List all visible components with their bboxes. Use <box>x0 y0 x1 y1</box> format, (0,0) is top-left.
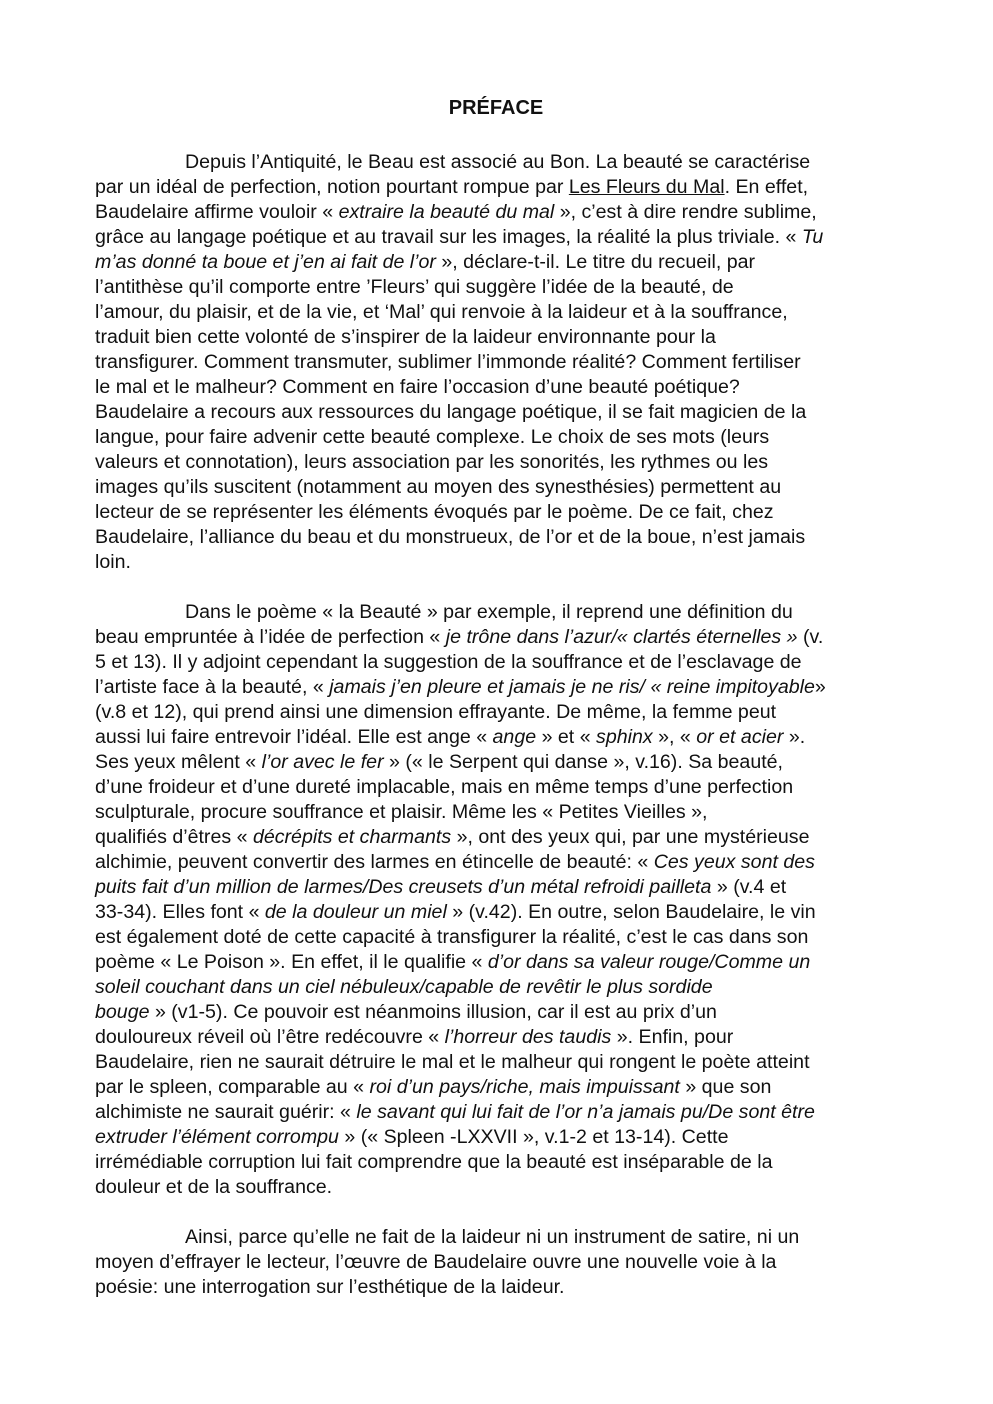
quotation-italic: d’or dans sa valeur rouge/Comme un <box>487 951 811 973</box>
quotation-italic: ange <box>492 726 537 748</box>
quotation-italic: de la douleur un miel <box>264 901 447 923</box>
quotation-italic: l’horreur des taudis <box>444 1026 612 1048</box>
text-segment: » <box>814 676 826 698</box>
text-segment: moyen d’effrayer le lecteur, l’œuvre de Baudelaire ouvre une nouvelle voie à la <box>95 1251 777 1273</box>
text-line <box>95 300 895 325</box>
quotation-italic: jamais j’en pleure et jamais je ne ris/ « reine impitoyable <box>329 676 815 698</box>
text-line <box>95 325 895 350</box>
text-segment: d’une froideur et d’une dureté implacable, mais en même temps d’une perfection <box>95 776 794 798</box>
text-line <box>95 1225 895 1250</box>
text-segment: traduit bien cette volonté de s’inspirer de la laideur environnante pour la <box>95 326 716 348</box>
text-line <box>95 450 895 475</box>
quotation-italic: or et acier <box>696 726 784 748</box>
text-segment: Ainsi, parce qu’elle ne fait de la laideur ni un instrument de satire, ni un <box>185 1226 800 1248</box>
text-line <box>95 1250 895 1275</box>
text-segment: » (v.4 et <box>711 876 787 898</box>
text-line <box>95 875 895 900</box>
text-segment: Baudelaire affirme vouloir « <box>95 201 339 223</box>
text-segment: irrémédiable corruption lui fait comprendre que la beauté est inséparable de la <box>95 1151 773 1173</box>
text-line <box>95 1125 895 1150</box>
text-segment: poème « Le Poison ». En effet, il le qualifie « <box>95 951 488 973</box>
text-segment: images qu’ils suscitent (notamment au moyen des synesthésies) permettent au <box>95 476 782 498</box>
text-segment: douloureux réveil où l’être redécouvre « <box>95 1026 445 1048</box>
text-line <box>95 750 895 775</box>
text-segment: Baudelaire, rien ne saurait détruire le mal et le malheur qui rongent le poète atteint <box>95 1051 810 1073</box>
text-line <box>95 475 895 500</box>
text-segment: » que son <box>679 1076 772 1098</box>
text-segment: ». <box>783 726 806 748</box>
text-line <box>95 1050 895 1075</box>
document-page <box>95 96 895 1300</box>
text-segment: poésie: une interrogation sur l’esthétique de la laideur. <box>95 1276 565 1298</box>
text-line <box>95 825 895 850</box>
quotation-italic: le savant qui lui fait de l’or n’a jamais pu/De sont être <box>356 1101 815 1123</box>
text-line <box>95 650 895 675</box>
text-line <box>95 675 895 700</box>
text-line <box>95 975 895 1000</box>
text-segment: », déclare-t-il. Le titre du recueil, par <box>435 251 756 273</box>
text-line <box>95 550 895 575</box>
text-line <box>95 1000 895 1025</box>
text-line <box>95 850 895 875</box>
text-segment: Dans le poème « la Beauté » par exemple, il reprend une définition du <box>185 601 793 623</box>
text-line <box>95 1100 895 1125</box>
text-segment: est également doté de cette capacité à transfigurer la réalité, c’est le cas dans son <box>95 926 809 948</box>
text-segment: » (v1-5). Ce pouvoir est néanmoins illusion, car il est au prix d’un <box>149 1001 717 1023</box>
text-line <box>95 925 895 950</box>
text-segment: valeurs et connotation), leurs association par les sonorités, les rythmes ou les <box>95 451 769 473</box>
text-line <box>95 1175 895 1200</box>
text-segment: qualifiés d’êtres « <box>95 826 253 848</box>
text-segment: . En effet, <box>724 176 809 198</box>
text-segment: Baudelaire, l’alliance du beau et du monstrueux, de l’or et de la boue, n’est jamais <box>95 526 806 548</box>
text-segment: (v.8 et 12), qui prend ainsi une dimension effrayante. De même, la femme peut <box>95 701 777 723</box>
text-line <box>95 600 895 625</box>
quotation-italic: extruder l’élément corrompu <box>95 1126 339 1148</box>
text-line <box>95 175 895 200</box>
quotation-italic: sphinx <box>596 726 653 748</box>
text-segment: lecteur de se représenter les éléments évoqués par le poème. De ce fait, chez <box>95 501 774 523</box>
text-line <box>95 700 895 725</box>
text-segment: aussi lui faire entrevoir l’idéal. Elle est ange « <box>95 726 493 748</box>
text-line <box>95 375 895 400</box>
text-line <box>95 350 895 375</box>
text-segment: », « <box>652 726 697 748</box>
text-segment: (v. <box>797 626 824 648</box>
text-segment: l’amour, du plaisir, et de la vie, et ‘Mal’ qui renvoie à la laideur et à la souffrance, <box>95 301 788 323</box>
quotation-italic: puits fait d’un million de larmes/Des creusets d’un métal refroidi pailleta <box>95 876 712 898</box>
book-title-underlined: Les Fleurs du Mal <box>568 176 725 198</box>
text-segment: » et « <box>536 726 597 748</box>
text-line <box>95 200 895 225</box>
text-line <box>95 1275 895 1300</box>
text-line <box>95 900 895 925</box>
text-segment: beau empruntée à l’idée de perfection « <box>95 626 446 648</box>
quotation-italic: je trône dans l’azur/« clartés éternelles » <box>445 626 798 648</box>
text-line <box>95 400 895 425</box>
quotation-italic: l’or avec le fer <box>261 751 384 773</box>
quotation-italic: m’as donné ta boue et j’en ai fait de l’or <box>95 251 436 273</box>
text-line <box>95 1075 895 1100</box>
text-segment: alchimiste ne saurait guérir: « <box>95 1101 357 1123</box>
text-segment: sculpturale, procure souffrance et plaisir. Même les « Petites Vieilles », <box>95 801 708 823</box>
text-segment: » (v.42). En outre, selon Baudelaire, le vin <box>446 901 816 923</box>
text-line <box>95 625 895 650</box>
quotation-italic: soleil couchant dans un ciel nébuleux/capable de revêtir le plus sordide <box>95 976 713 998</box>
text-line <box>95 1025 895 1050</box>
page-title: PRÉFACE <box>448 97 544 119</box>
text-segment: » (« le Serpent qui danse », v.16). Sa beauté, <box>383 751 784 773</box>
text-line <box>95 250 895 275</box>
text-segment: loin. <box>95 551 131 573</box>
text-segment: l’artiste face à la beauté, « <box>95 676 330 698</box>
text-segment: ». Enfin, pour <box>611 1026 734 1048</box>
quotation-italic: Ces yeux sont des <box>653 851 815 873</box>
paragraph-2 <box>95 600 895 1200</box>
text-line <box>95 500 895 525</box>
text-segment: », ont des yeux qui, par une mystérieuse <box>451 826 810 848</box>
text-segment: Baudelaire a recours aux ressources du langage poétique, il se fait magicien de la <box>95 401 807 423</box>
text-segment: douleur et de la souffrance. <box>95 1176 333 1198</box>
text-segment: par le spleen, comparable au « <box>95 1076 370 1098</box>
text-line <box>95 775 895 800</box>
text-segment: le mal et le malheur? Comment en faire l’occasion d’une beauté poétique? <box>95 376 740 398</box>
text-segment: », c’est à dire rendre sublime, <box>554 201 817 223</box>
text-segment: Depuis l’Antiquité, le Beau est associé au Bon. La beauté se caractérise <box>185 151 811 173</box>
text-line <box>95 1150 895 1175</box>
quotation-italic: extraire la beauté du mal <box>338 201 555 223</box>
quotation-italic: Tu <box>801 226 824 248</box>
text-line <box>95 800 895 825</box>
text-line <box>95 525 895 550</box>
paragraph-1 <box>95 150 895 575</box>
paragraph-3 <box>95 1225 895 1300</box>
text-segment: Ses yeux mêlent « <box>95 751 262 773</box>
text-line <box>95 950 895 975</box>
text-segment: alchimie, peuvent convertir des larmes en étincelle de beauté: « <box>95 851 654 873</box>
text-segment: » (« Spleen -LXXVII », v.1-2 et 13-14). Cette <box>338 1126 729 1148</box>
text-line <box>95 150 895 175</box>
text-line <box>95 725 895 750</box>
text-segment: 5 et 13). Il y adjoint cependant la suggestion de la souffrance et de l’esclavage de <box>95 651 802 673</box>
text-segment: transfigurer. Comment transmuter, sublimer l’immonde réalité? Comment fertiliser <box>95 351 801 373</box>
text-segment: grâce au langage poétique et au travail sur les images, la réalité la plus triviale. « <box>95 226 802 248</box>
text-segment: langue, pour faire advenir cette beauté complexe. Le choix de ses mots (leurs <box>95 426 770 448</box>
text-line <box>95 425 895 450</box>
text-segment: 33-34). Elles font « <box>95 901 265 923</box>
text-line <box>95 275 895 300</box>
text-segment: l’antithèse qu’il comporte entre ’Fleurs’ qui suggère l’idée de la beauté, de <box>95 276 734 298</box>
quotation-italic: bouge <box>95 1001 150 1023</box>
quotation-italic: roi d’un pays/riche, mais impuissant <box>369 1076 680 1098</box>
text-line <box>95 225 895 250</box>
text-segment: par un idéal de perfection, notion pourtant rompue par <box>95 176 569 198</box>
quotation-italic: décrépits et charmants <box>252 826 452 848</box>
